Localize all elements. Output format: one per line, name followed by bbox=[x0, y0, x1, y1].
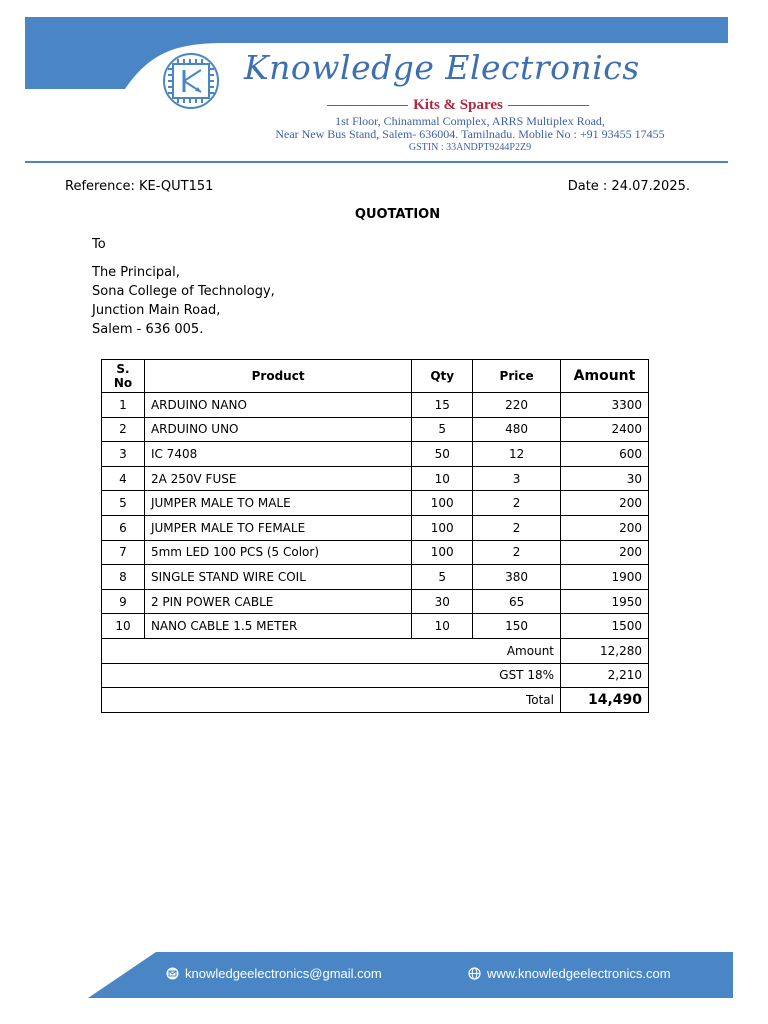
address-line-2: Near New Bus Stand, Salem- 636004. Tamilnadu. Moblie No : +91 93455 17455 bbox=[275, 127, 665, 141]
cell-sno: 7 bbox=[102, 540, 145, 565]
cell-product: 2 PIN POWER CABLE bbox=[144, 589, 411, 614]
cell-price: 380 bbox=[473, 565, 561, 590]
header-product: Product bbox=[144, 360, 411, 393]
cell-product: 5mm LED 100 PCS (5 Color) bbox=[144, 540, 411, 565]
cell-product: JUMPER MALE TO FEMALE bbox=[144, 515, 411, 540]
gst-row bbox=[102, 663, 649, 688]
cell-qty: 10 bbox=[412, 614, 473, 639]
header-sno: S. No bbox=[102, 360, 145, 393]
table-row bbox=[102, 491, 649, 516]
cell-qty: 5 bbox=[412, 417, 473, 442]
address-line-1: 1st Floor, Chinammal Complex, ARRS Multiplex Road, bbox=[335, 114, 605, 128]
tagline-rule-right bbox=[508, 105, 589, 106]
cell-price: 2 bbox=[473, 491, 561, 516]
tagline-row bbox=[327, 96, 589, 114]
cell-sno: 2 bbox=[102, 417, 145, 442]
table-row bbox=[102, 417, 649, 442]
footer-website-text[interactable]: www.knowledgeelectronics.com bbox=[487, 966, 671, 981]
cell-amount: 2400 bbox=[561, 417, 649, 442]
cell-amount: 200 bbox=[561, 515, 649, 540]
cell-price: 2 bbox=[473, 540, 561, 565]
cell-qty: 30 bbox=[412, 589, 473, 614]
cell-qty: 50 bbox=[412, 442, 473, 467]
subtotal-label: Amount bbox=[102, 638, 561, 663]
cell-amount: 200 bbox=[561, 491, 649, 516]
cell-qty: 15 bbox=[412, 393, 473, 418]
gstin: GSTIN : 33ANDPT9244P2Z9 bbox=[408, 142, 532, 153]
cell-product: JUMPER MALE TO MALE bbox=[144, 491, 411, 516]
addressee-block bbox=[92, 263, 275, 339]
quotation-table bbox=[101, 359, 649, 713]
email-icon bbox=[166, 967, 179, 980]
cell-sno: 10 bbox=[102, 614, 145, 639]
cell-price: 220 bbox=[473, 393, 561, 418]
cell-price: 65 bbox=[473, 589, 561, 614]
cell-amount: 1950 bbox=[561, 589, 649, 614]
company-name: Knowledge Electronics bbox=[244, 48, 640, 87]
cell-qty: 100 bbox=[412, 515, 473, 540]
cell-qty: 5 bbox=[412, 565, 473, 590]
table-row bbox=[102, 393, 649, 418]
document-title: QUOTATION bbox=[354, 207, 441, 222]
cell-product: SINGLE STAND WIRE COIL bbox=[144, 565, 411, 590]
cell-price: 480 bbox=[473, 417, 561, 442]
cell-product: IC 7408 bbox=[144, 442, 411, 467]
addressee-line: Junction Main Road, bbox=[92, 303, 221, 318]
table-row bbox=[102, 515, 649, 540]
globe-icon bbox=[468, 967, 481, 980]
cell-sno: 6 bbox=[102, 515, 145, 540]
cell-qty: 100 bbox=[412, 540, 473, 565]
table-row bbox=[102, 540, 649, 565]
total-row bbox=[102, 688, 649, 713]
footer-email[interactable] bbox=[166, 966, 382, 981]
cell-sno: 3 bbox=[102, 442, 145, 467]
cell-amount: 3300 bbox=[561, 393, 649, 418]
header-divider bbox=[25, 161, 728, 163]
footer-email-text[interactable]: knowledgeelectronics@gmail.com bbox=[185, 966, 382, 981]
cell-price: 12 bbox=[473, 442, 561, 467]
cell-amount: 1900 bbox=[561, 565, 649, 590]
tagline-rule-left bbox=[327, 105, 408, 106]
cell-amount: 200 bbox=[561, 540, 649, 565]
table-header-row bbox=[102, 360, 649, 393]
table-row bbox=[102, 589, 649, 614]
subtotal-value: 12,280 bbox=[561, 638, 649, 663]
cell-product: NANO CABLE 1.5 METER bbox=[144, 614, 411, 639]
cell-price: 3 bbox=[473, 466, 561, 491]
footer-website[interactable] bbox=[468, 966, 671, 981]
total-label: Total bbox=[102, 688, 561, 713]
table-row bbox=[102, 565, 649, 590]
cell-sno: 4 bbox=[102, 466, 145, 491]
cell-sno: 8 bbox=[102, 565, 145, 590]
cell-price: 150 bbox=[473, 614, 561, 639]
header-amount: Amount bbox=[561, 360, 649, 393]
cell-price: 2 bbox=[473, 515, 561, 540]
addressee-line: Sona College of Technology, bbox=[92, 284, 275, 299]
cell-amount: 1500 bbox=[561, 614, 649, 639]
gst-value: 2,210 bbox=[561, 663, 649, 688]
tagline: Kits & Spares bbox=[413, 96, 503, 113]
cell-product: ARDUINO NANO bbox=[144, 393, 411, 418]
cell-sno: 9 bbox=[102, 589, 145, 614]
to-label: To bbox=[92, 237, 106, 252]
addressee-line: The Principal, bbox=[92, 265, 180, 280]
table-row bbox=[102, 614, 649, 639]
gst-label: GST 18% bbox=[102, 663, 561, 688]
subtotal-row bbox=[102, 638, 649, 663]
header-qty: Qty bbox=[412, 360, 473, 393]
cell-sno: 1 bbox=[102, 393, 145, 418]
company-logo bbox=[156, 52, 226, 110]
cell-product: 2A 250V FUSE bbox=[144, 466, 411, 491]
total-value: 14,490 bbox=[561, 688, 649, 713]
table-row bbox=[102, 442, 649, 467]
quotation-date: Date : 24.07.2025. bbox=[567, 179, 690, 194]
cell-product: ARDUINO UNO bbox=[144, 417, 411, 442]
addressee-line: Salem - 636 005. bbox=[92, 322, 204, 337]
cell-sno: 5 bbox=[102, 491, 145, 516]
cell-amount: 30 bbox=[561, 466, 649, 491]
reference-number: Reference: KE-QUT151 bbox=[65, 179, 214, 194]
table-row bbox=[102, 466, 649, 491]
cell-qty: 10 bbox=[412, 466, 473, 491]
cell-amount: 600 bbox=[561, 442, 649, 467]
header-price: Price bbox=[473, 360, 561, 393]
cell-qty: 100 bbox=[412, 491, 473, 516]
